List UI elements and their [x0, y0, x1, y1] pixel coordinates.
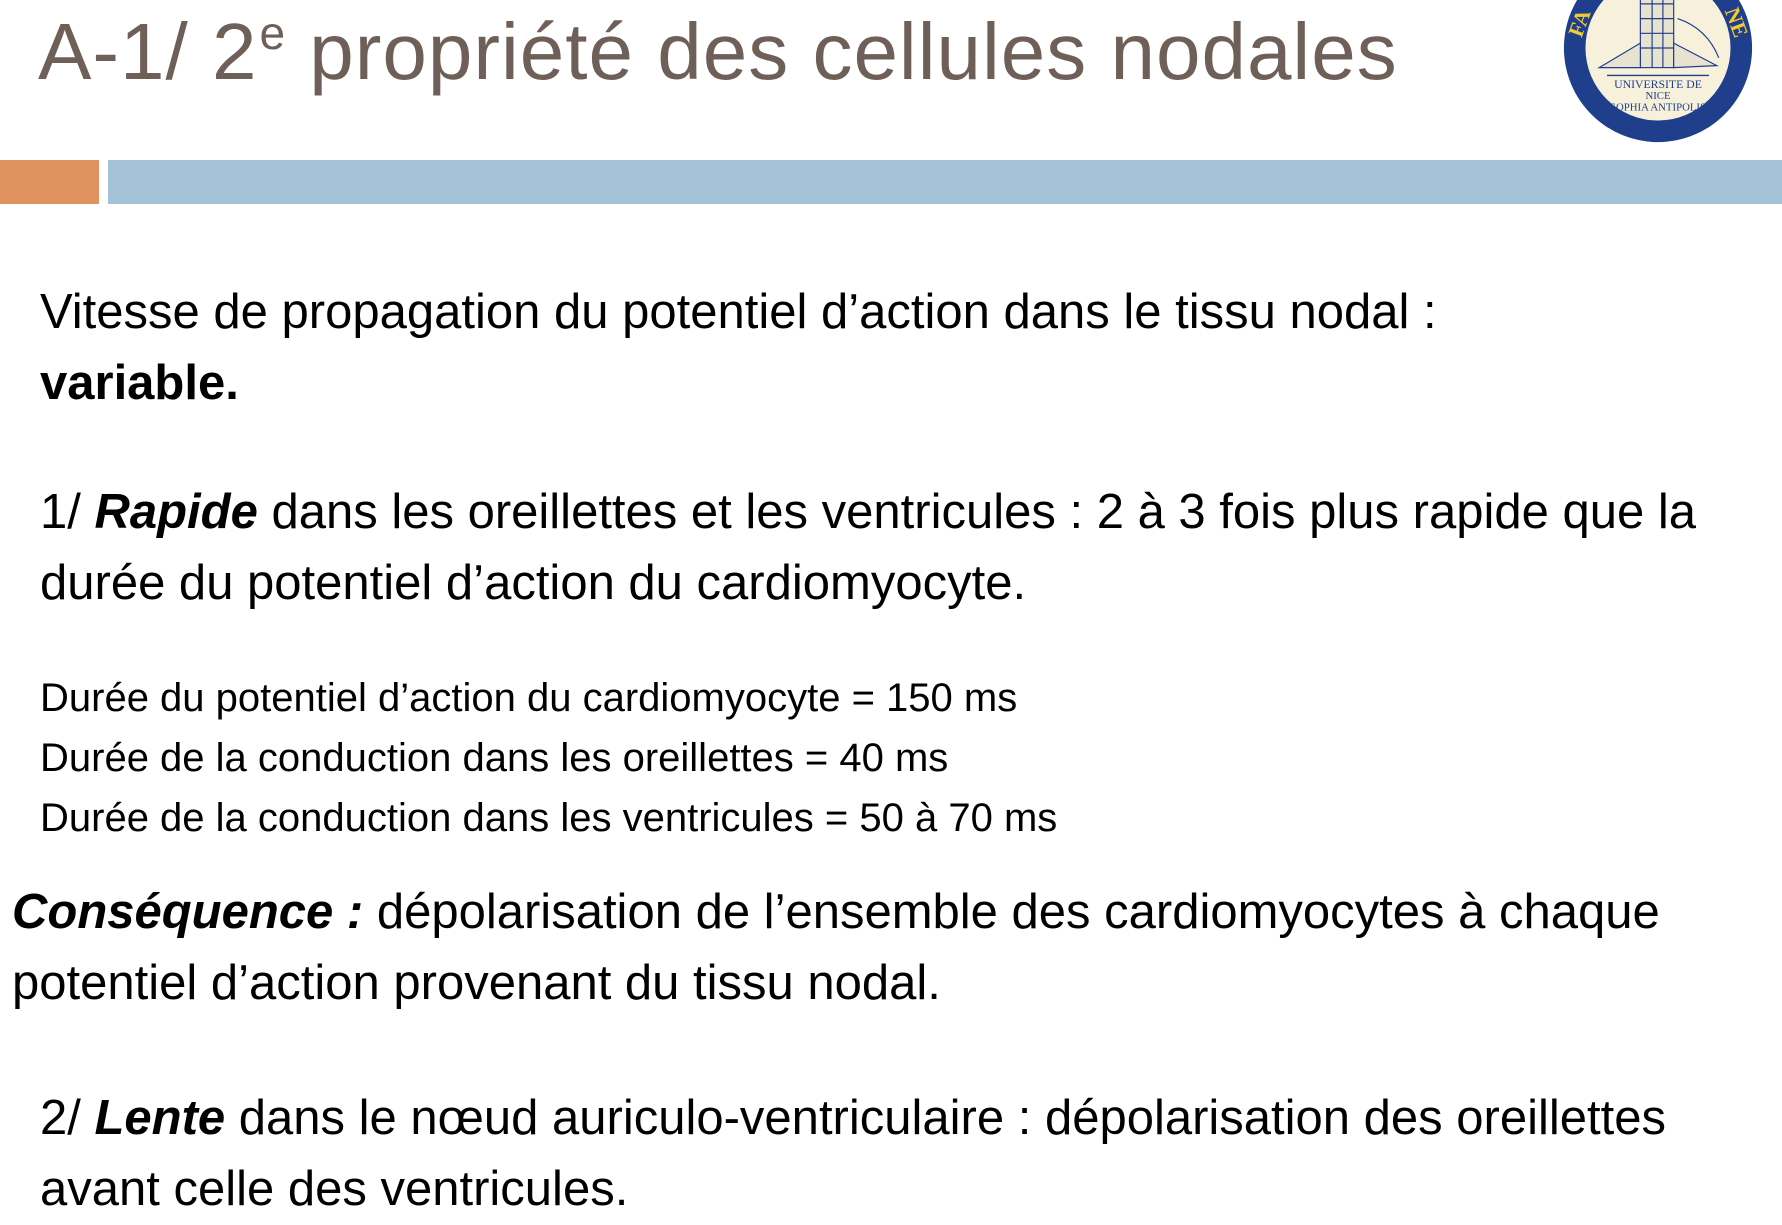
title-superscript: e [259, 7, 287, 59]
durations-list [40, 668, 1057, 848]
point-2-keyword: Lente [94, 1091, 226, 1145]
university-logo [1560, 0, 1756, 146]
point-1-keyword: Rapide [94, 485, 258, 539]
duration-line-1: Durée du potentiel d’action du cardiomyocyte = 150 ms [40, 676, 1018, 720]
logo-line2: NICE [1645, 89, 1671, 102]
point-2-prefix: 2/ [40, 1091, 95, 1145]
duration-line-3: Durée de la conduction dans les ventricules = 50 à 70 ms [40, 796, 1058, 840]
logo-line1: UNIVERSITE DE [1614, 78, 1702, 92]
intro-paragraph [40, 277, 1740, 419]
point-1-paragraph [40, 477, 1740, 619]
point-2-text: dans le nœud auriculo-ventriculaire : dépolarisation des oreillettes avant celle des ventricules. [40, 1091, 1666, 1216]
duration-line-2: Durée de la conduction dans les oreillettes = 40 ms [40, 736, 949, 780]
logo-ring-left: FA [1563, 6, 1596, 40]
consequence-label: Conséquence : [12, 885, 364, 939]
consequence-paragraph [12, 877, 1778, 1019]
title-main: A-1/ 2 [38, 7, 258, 96]
logo-line3: SOPHIA ANTIPOLIS [1609, 101, 1707, 114]
intro-text: Vitesse de propagation du potentiel d’action dans le tissu nodal : [40, 285, 1437, 339]
point-2-paragraph [40, 1083, 1740, 1225]
logo-ring-right: NE [1719, 4, 1753, 41]
accent-bar-orange [0, 160, 99, 204]
point-1-text: dans les oreillettes et les ventricules : 2 à 3 fois plus rapide que la durée du potentiel d’action du cardiomyocyte. [40, 485, 1696, 610]
consequence-text: dépolarisation de l’ensemble des cardiomyocytes à chaque potentiel d’action provenant du tissu nodal. [12, 885, 1660, 1010]
intro-bold: variable. [40, 356, 239, 410]
accent-bar-blue [108, 160, 1782, 204]
slide-title [38, 6, 1398, 98]
title-rest: propriété des cellules nodales [286, 7, 1398, 96]
point-1-prefix: 1/ [40, 485, 95, 539]
